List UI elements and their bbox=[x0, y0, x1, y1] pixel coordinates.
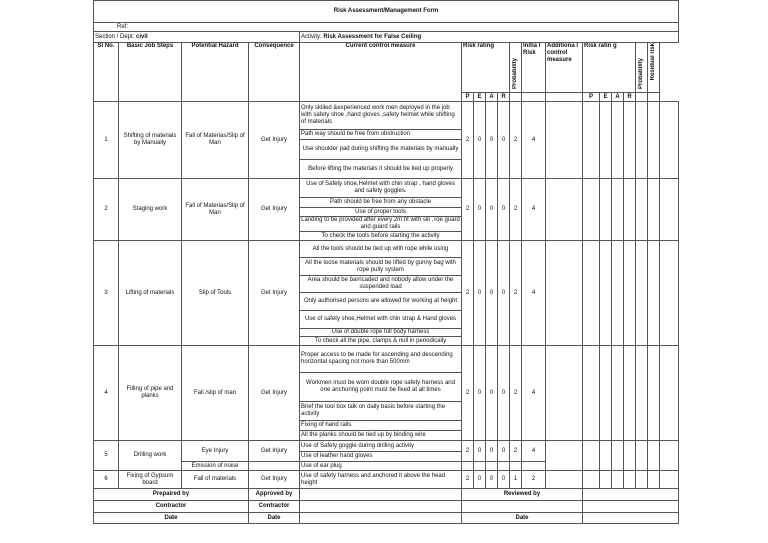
row-sl: 6 bbox=[94, 471, 119, 489]
initial-risk-value: 4 bbox=[522, 441, 546, 462]
control-measure: All the planks should be tied up by binding wire bbox=[300, 431, 462, 441]
row-step: Filling of pipe and planks bbox=[119, 346, 182, 441]
a-value: 0 bbox=[486, 179, 498, 241]
row-consequence: Get Injury bbox=[249, 102, 300, 179]
e-value: 0 bbox=[474, 241, 486, 346]
row-hazard-secondary: Emission of noise bbox=[182, 462, 249, 471]
row-hazard: Fall /slip of man bbox=[182, 346, 249, 441]
control-measure: Only authorised persons are allowed for working at height bbox=[300, 293, 462, 311]
row-hazard: Fall of materials bbox=[182, 471, 249, 489]
row-sl: 4 bbox=[94, 346, 119, 441]
control-measure: All the tools should be tied up with rope while using bbox=[300, 241, 462, 258]
p-value: 2 bbox=[462, 471, 474, 489]
probability-value: 2 bbox=[510, 241, 522, 346]
row-step: Staging work bbox=[119, 179, 182, 241]
row-hazard: Slip of Tools bbox=[182, 241, 249, 346]
approved-by-label: Approved by bbox=[249, 489, 300, 501]
initial-risk-value: 4 bbox=[522, 241, 546, 346]
r-value: 0 bbox=[498, 441, 510, 462]
control-measure: Only skilled &experienced work men deployed in the job with safety shoe ,hand gloves ,safety helmet while shifting of materials bbox=[300, 102, 462, 130]
control-measure: Path way should be free from obstruction bbox=[300, 130, 462, 140]
ref-cell: Ref: bbox=[94, 23, 679, 32]
control-measure: All the loose materials should be lifted by gunny bag with rope pully system bbox=[300, 258, 462, 276]
row-sl: 1 bbox=[94, 102, 119, 179]
prepared-by-label: Prepaired by bbox=[94, 489, 249, 501]
probability-value: 2 bbox=[510, 102, 522, 179]
e-value: 0 bbox=[474, 471, 486, 489]
e-value: 0 bbox=[474, 441, 486, 462]
row-sl: 5 bbox=[94, 441, 119, 471]
control-measure: Use of double rope full body harness bbox=[300, 329, 462, 337]
date3-label: Date bbox=[462, 513, 583, 524]
probability-value: 2 bbox=[510, 179, 522, 241]
r-value: 0 bbox=[498, 241, 510, 346]
row-consequence: Get Injury bbox=[249, 241, 300, 346]
probability-value: 1 bbox=[510, 471, 522, 489]
row-hazard: Fall of Materias/Slip of Man bbox=[182, 179, 249, 241]
control-measure: Brief the tool box talk on daily basis before starting the activity bbox=[300, 402, 462, 421]
control-measure: Fixing of hand rails bbox=[300, 421, 462, 431]
r-value: 0 bbox=[498, 346, 510, 441]
p-value: 2 bbox=[462, 179, 474, 241]
a-value: 0 bbox=[486, 102, 498, 179]
control-measure: Proper access to be made for ascending and descending horizontal spacing not more than 500mm bbox=[300, 346, 462, 373]
row-step: Lifting of materials bbox=[119, 241, 182, 346]
control-measure: Use of ear plug bbox=[300, 462, 462, 471]
a-header: A bbox=[486, 93, 498, 102]
p-value: 2 bbox=[462, 441, 474, 462]
control-measure: Use of leather hand gloves bbox=[300, 452, 462, 462]
e-header: E bbox=[474, 93, 486, 102]
control-measure: Before lifting the materials it should be tied up properly bbox=[300, 160, 462, 179]
date2-label: Date bbox=[249, 513, 300, 524]
control-measure: Use of Safety goggle during drilling activity bbox=[300, 441, 462, 452]
r-value: 0 bbox=[498, 471, 510, 489]
risk-assessment-table bbox=[93, 0, 679, 524]
r2-header: R bbox=[624, 93, 636, 102]
control-measure: Use of proper tools bbox=[300, 208, 462, 217]
initial-risk-header: Initia l Risk bbox=[522, 43, 546, 93]
e-value: 0 bbox=[474, 346, 486, 441]
probability2-header: Probability bbox=[636, 43, 648, 93]
row-consequence: Get Injury bbox=[249, 179, 300, 241]
r-value: 0 bbox=[498, 102, 510, 179]
sl-header: Sl No. bbox=[94, 43, 119, 102]
initial-risk-value: 2 bbox=[522, 471, 546, 489]
row-consequence: Get Injury bbox=[249, 346, 300, 441]
control-measure: Use of safety shoe,Helmet with chin strap & Hand gloves bbox=[300, 311, 462, 329]
e2-header: E bbox=[600, 93, 612, 102]
row-step: Shifting of materials by Manually bbox=[119, 102, 182, 179]
p-value: 2 bbox=[462, 241, 474, 346]
control-measure: Workmen must be worn double rope safety harness and one anchoring point must be fixed at all times bbox=[300, 373, 462, 402]
r-value: 0 bbox=[498, 179, 510, 241]
row-step: Fixing of Gypsum board bbox=[119, 471, 182, 489]
control-measure: To check the tools before starting the activity bbox=[300, 232, 462, 241]
initial-risk-value: 4 bbox=[522, 102, 546, 179]
row-sl: 2 bbox=[94, 179, 119, 241]
control-measure: Landing to be provided after every 2m ht with sill ,Toe guard and guard rails bbox=[301, 217, 460, 230]
a-value: 0 bbox=[486, 346, 498, 441]
row-hazard: Eye Injury bbox=[182, 441, 249, 462]
form-title: Risk Assessment/Management Form bbox=[94, 1, 679, 23]
residual-risk-header: Residual risk bbox=[648, 43, 660, 93]
probability-value: 2 bbox=[510, 441, 522, 462]
row-step: Drilling work bbox=[119, 441, 182, 471]
contractor-label: Contractor bbox=[94, 501, 249, 513]
control-measure: Path should be free from any obstacle bbox=[300, 198, 462, 208]
contractor2-label: Contractor bbox=[249, 501, 300, 513]
e-value: 0 bbox=[474, 102, 486, 179]
risk-rating2-header: Risk ratin g bbox=[583, 43, 636, 93]
row-consequence: Get Injury bbox=[249, 441, 300, 462]
date-label: Date bbox=[94, 513, 249, 524]
section-cell: Section / Dept: civil bbox=[94, 32, 300, 43]
control-measure: Area should be barricaded and nobody allow under the suspended load bbox=[300, 276, 462, 293]
e-value: 0 bbox=[474, 179, 486, 241]
p-value: 2 bbox=[462, 102, 474, 179]
risk-rating-header: Risk rating bbox=[462, 43, 510, 93]
hazard-header: Potential Hazard bbox=[182, 43, 249, 102]
probability-value: 2 bbox=[510, 346, 522, 441]
steps-header: Basic Job Steps bbox=[119, 43, 182, 102]
a2-header: A bbox=[612, 93, 624, 102]
p-header: P bbox=[462, 93, 474, 102]
initial-risk-value: 4 bbox=[522, 179, 546, 241]
r-header: R bbox=[498, 93, 510, 102]
control-measure: Use shoulder pad during shifting the materials by manually bbox=[300, 140, 462, 160]
control-measure: Use of Safety shoe,Helmet with chin strap , hand gloves and safety goggles. bbox=[300, 179, 462, 198]
additional-control-header: Additiona l control measure bbox=[546, 43, 583, 93]
consequence-header: Consequence bbox=[249, 43, 300, 102]
row-hazard: Fall of Materias/Slip of Man bbox=[182, 102, 249, 179]
a-value: 0 bbox=[486, 441, 498, 462]
control-measure: Use of safety harness and anchored it above the head height bbox=[300, 471, 462, 489]
row-consequence: Get Injury bbox=[249, 471, 300, 489]
p-value: 2 bbox=[462, 346, 474, 441]
activity-cell: Activity: Risk Assessment for False Ceiling bbox=[300, 32, 679, 43]
controls-header: Current control measure bbox=[300, 43, 462, 102]
probability-header: Probability bbox=[510, 43, 522, 93]
a-value: 0 bbox=[486, 241, 498, 346]
row-sl: 3 bbox=[94, 241, 119, 346]
reviewed-by-label: Reviewed by bbox=[462, 489, 583, 501]
p2-header: P bbox=[583, 93, 600, 102]
control-measure: To check all the pipe, clamps & null in periodically bbox=[300, 337, 462, 346]
a-value: 0 bbox=[486, 471, 498, 489]
initial-risk-value: 4 bbox=[522, 346, 546, 441]
